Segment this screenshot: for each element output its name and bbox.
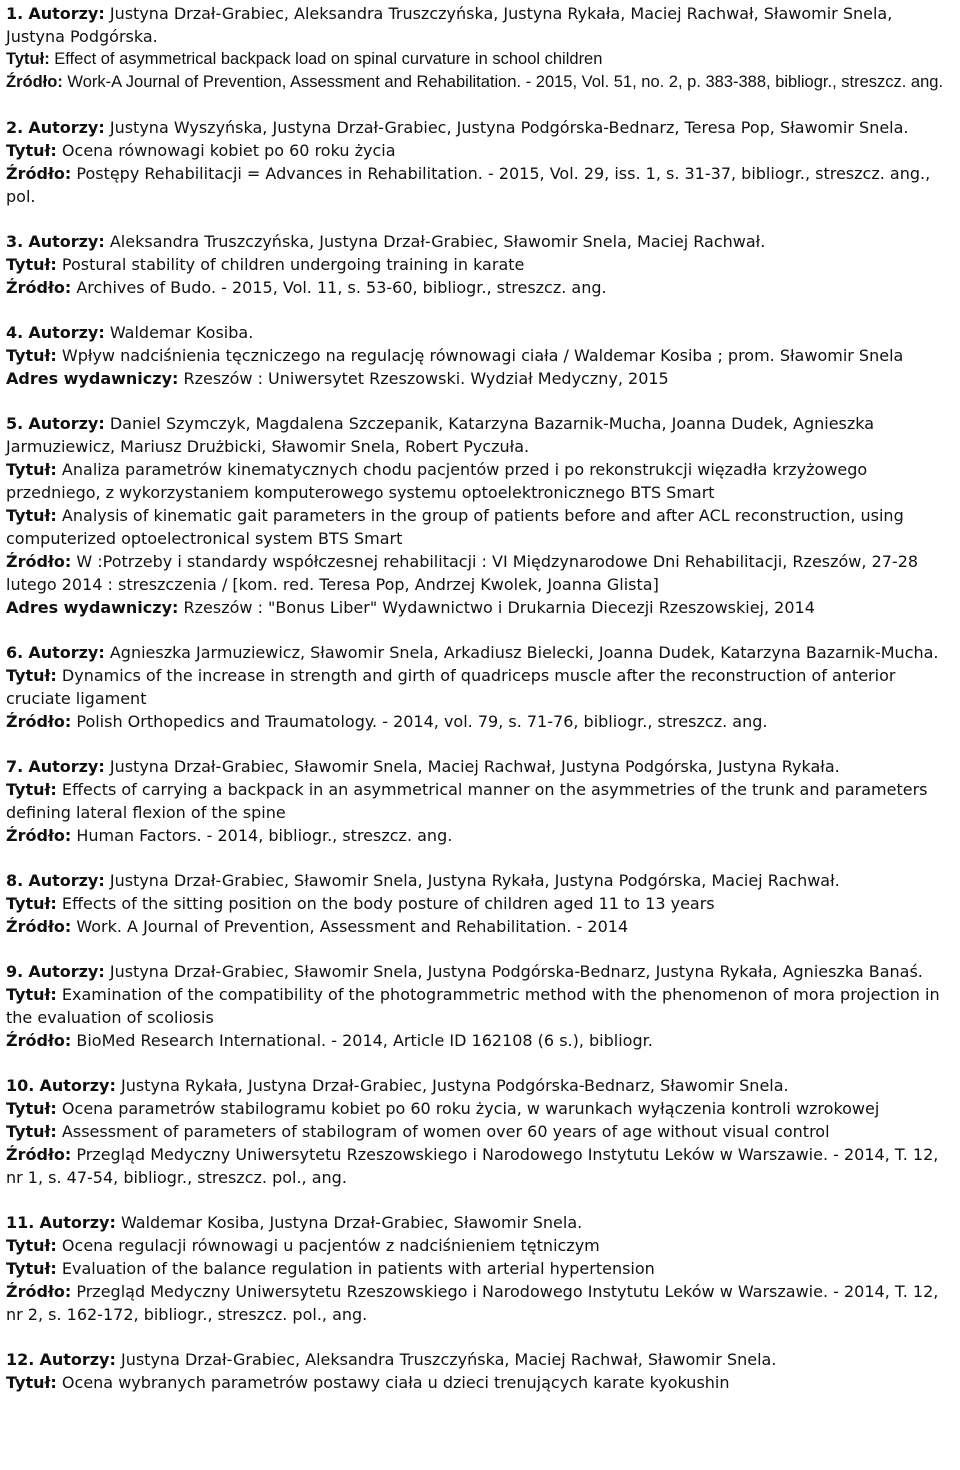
entry-publisher-line bbox=[6, 596, 956, 619]
entry-authors-line bbox=[6, 1348, 956, 1371]
field-value-publisher: Rzeszów : Uniwersytet Rzeszowski. Wydział Medyczny, 2015 bbox=[183, 369, 669, 388]
field-value-authors: Waldemar Kosiba. bbox=[109, 323, 254, 342]
entry-title-line bbox=[6, 1234, 956, 1257]
field-value-authors: Agnieszka Jarmuziewicz, Sławomir Snela, Arkadiusz Bielecki, Joanna Dudek, Katarzyna Bazarnik-Mucha. bbox=[109, 643, 939, 662]
entry-number: 2. bbox=[6, 118, 24, 137]
field-value-authors: Daniel Szymczyk, Magdalena Szczepanik, Katarzyna Bazarnik-Mucha, Joanna Dudek, Agnieszka Jarmuziewicz, Mariusz Drużbicki, Sławomir Snela, Robert Pyczuła. bbox=[6, 414, 875, 456]
bibliography-entry bbox=[6, 412, 956, 619]
field-value-title: Postural stability of children undergoing training in karate bbox=[61, 255, 525, 274]
entry-authors-line bbox=[6, 116, 956, 139]
field-label-authors: Autorzy: bbox=[28, 962, 105, 981]
field-label-source: Źródło: bbox=[6, 552, 72, 571]
entry-title-line bbox=[6, 504, 956, 550]
field-value-title: Assessment of parameters of stabilogram of women over 60 years of age without visual control bbox=[61, 1122, 830, 1141]
field-label-title: Tytuł: bbox=[6, 506, 57, 525]
entry-title-line bbox=[6, 1257, 956, 1280]
field-label-authors: Autorzy: bbox=[39, 1213, 116, 1232]
field-value-title: Dynamics of the increase in strength and girth of quadriceps muscle after the reconstruction of anterior cruciate ligament bbox=[6, 666, 896, 708]
entry-source-line bbox=[6, 550, 956, 596]
entry-authors-line bbox=[6, 321, 956, 344]
field-label-title: Tytuł: bbox=[6, 255, 57, 274]
field-value-source: Archives of Budo. - 2015, Vol. 11, s. 53-60, bibliogr., streszcz. ang. bbox=[76, 278, 607, 297]
bibliography-entry bbox=[6, 1074, 956, 1189]
bibliography-entry bbox=[6, 755, 956, 847]
field-label-authors: Autorzy: bbox=[28, 4, 105, 23]
field-value-title: Ocena równowagi kobiet po 60 roku życia bbox=[61, 141, 396, 160]
field-value-source: BioMed Research International. - 2014, Article ID 162108 (6 s.), bibliogr. bbox=[76, 1031, 653, 1050]
field-label-authors: Autorzy: bbox=[28, 643, 105, 662]
bibliography-entry bbox=[6, 321, 956, 390]
bibliography-entry bbox=[6, 641, 956, 733]
field-value-authors: Justyna Wyszyńska, Justyna Drzał-Grabiec, Justyna Podgórska-Bednarz, Teresa Pop, Sławomir Snela. bbox=[109, 118, 909, 137]
entry-authors-line bbox=[6, 412, 956, 458]
field-label-title: Tytuł: bbox=[6, 141, 57, 160]
field-value-title: Effects of carrying a backpack in an asymmetrical manner on the asymmetries of the trunk and parameters defining lateral flexion of the spine bbox=[6, 780, 928, 822]
field-label-title: Tytuł: bbox=[6, 1122, 57, 1141]
bibliography-entry bbox=[6, 1348, 956, 1394]
bibliography-entry bbox=[6, 869, 956, 938]
field-value-source: Postępy Rehabilitacji = Advances in Rehabilitation. - 2015, Vol. 29, iss. 1, s. 31-37, bibliogr., streszcz. ang., pol. bbox=[6, 164, 931, 206]
entry-source-line bbox=[6, 915, 956, 938]
field-value-source: Work-A Journal of Prevention, Assessment and Rehabilitation. - 2015, Vol. 51, no. 2, p. 383-388, bibliogr., streszcz. ang. bbox=[67, 73, 944, 91]
entry-authors-line bbox=[6, 1074, 956, 1097]
field-label-title: Tytuł: bbox=[6, 346, 57, 365]
field-value-title: Analysis of kinematic gait parameters in the group of patients before and after ACL reconstruction, using computerized optoelectronical system BTS Smart bbox=[6, 506, 904, 548]
field-label-title: Tytuł: bbox=[6, 780, 57, 799]
entry-publisher-line bbox=[6, 367, 956, 390]
field-value-title: Evaluation of the balance regulation in patients with arterial hypertension bbox=[61, 1259, 655, 1278]
bibliography-entry bbox=[6, 116, 956, 208]
field-value-title: Ocena parametrów stabilogramu kobiet po 60 roku życia, w warunkach wyłączenia kontroli wzrokowej bbox=[61, 1099, 880, 1118]
field-label-source: Źródło: bbox=[6, 917, 72, 936]
field-value-authors: Justyna Drzał-Grabiec, Aleksandra Truszczyńska, Maciej Rachwał, Sławomir Snela. bbox=[120, 1350, 777, 1369]
field-label-source: Źródło: bbox=[6, 712, 72, 731]
field-value-source: W :Potrzeby i standardy współczesnej rehabilitacji : VI Międzynarodowe Dni Rehabilitacji, Rzeszów, 27-28 lutego 2014 : streszczenia / [kom. red. Teresa Pop, Andrzej Kwolek, Joanna Glista] bbox=[6, 552, 919, 594]
field-label-authors: Autorzy: bbox=[28, 118, 105, 137]
field-label-authors: Autorzy: bbox=[28, 232, 105, 251]
field-label-authors: Autorzy: bbox=[28, 757, 105, 776]
field-value-title: Analiza parametrów kinematycznych chodu pacjentów przed i po rekonstrukcji więzadła krzyżowego przedniego, z wykorzystaniem komputerowego systemu optoelektronicznego BTS Smart bbox=[6, 460, 868, 502]
field-value-title: Ocena wybranych parametrów postawy ciała u dzieci trenujących karate kyokushin bbox=[61, 1373, 730, 1392]
field-value-authors: Aleksandra Truszczyńska, Justyna Drzał-Grabiec, Sławomir Snela, Maciej Rachwał. bbox=[109, 232, 766, 251]
entry-number: 11. bbox=[6, 1213, 35, 1232]
field-label-title: Tytuł: bbox=[6, 894, 57, 913]
entry-title-line bbox=[6, 139, 956, 162]
field-value-source: Przegląd Medyczny Uniwersytetu Rzeszowskiego i Narodowego Instytutu Leków w Warszawie. - 2014, T. 12, nr 2, s. 162-172, bibliogr., streszcz. pol., ang. bbox=[6, 1282, 939, 1324]
entry-authors-line bbox=[6, 869, 956, 892]
field-label-authors: Autorzy: bbox=[39, 1076, 116, 1095]
field-value-title: Ocena regulacji równowagi u pacjentów z nadciśnieniem tętniczym bbox=[61, 1236, 600, 1255]
field-label-title: Tytuł: bbox=[6, 460, 57, 479]
field-value-authors: Waldemar Kosiba, Justyna Drzał-Grabiec, Sławomir Snela. bbox=[120, 1213, 583, 1232]
entry-number: 8. bbox=[6, 871, 24, 890]
entry-authors-line bbox=[6, 960, 956, 983]
field-value-authors: Justyna Rykała, Justyna Drzał-Grabiec, Justyna Podgórska-Bednarz, Sławomir Snela. bbox=[120, 1076, 789, 1095]
field-label-source: Źródło: bbox=[6, 826, 72, 845]
entry-title-line bbox=[6, 458, 956, 504]
field-value-source: Polish Orthopedics and Traumatology. - 2014, vol. 79, s. 71-76, bibliogr., streszcz. ang. bbox=[76, 712, 768, 731]
entry-source-line bbox=[6, 162, 956, 208]
field-value-authors: Justyna Drzał-Grabiec, Sławomir Snela, Maciej Rachwał, Justyna Podgórska, Justyna Rykała. bbox=[109, 757, 840, 776]
entry-source-line bbox=[6, 276, 956, 299]
field-label-publisher: Adres wydawniczy: bbox=[6, 598, 179, 617]
bibliography-entry bbox=[6, 1211, 956, 1326]
field-label-source: Źródło: bbox=[6, 278, 72, 297]
field-value-title: Effects of the sitting position on the body posture of children aged 11 to 13 years bbox=[61, 894, 715, 913]
entry-title-line bbox=[6, 664, 956, 710]
entry-number: 5. bbox=[6, 414, 24, 433]
entry-number: 3. bbox=[6, 232, 24, 251]
entry-title-line bbox=[6, 253, 956, 276]
field-label-title: Tytuł: bbox=[6, 1259, 57, 1278]
entry-title-line bbox=[6, 1371, 956, 1394]
field-value-publisher: Rzeszów : "Bonus Liber" Wydawnictwo i Drukarnia Diecezji Rzeszowskiej, 2014 bbox=[183, 598, 815, 617]
entry-authors-line bbox=[6, 641, 956, 664]
entry-source-line bbox=[6, 1143, 956, 1189]
entry-number: 9. bbox=[6, 962, 24, 981]
entry-number: 7. bbox=[6, 757, 24, 776]
entry-authors-line bbox=[6, 755, 956, 778]
field-value-authors: Justyna Drzał-Grabiec, Aleksandra Truszczyńska, Justyna Rykała, Maciej Rachwał, Sławomir Snela, Justyna Podgórska. bbox=[6, 4, 893, 46]
field-label-title: Tytuł: bbox=[6, 50, 50, 68]
entry-title-line bbox=[6, 48, 956, 71]
field-label-source: Źródło: bbox=[6, 1145, 72, 1164]
field-label-authors: Autorzy: bbox=[39, 1350, 116, 1369]
field-value-authors: Justyna Drzał-Grabiec, Sławomir Snela, Justyna Podgórska-Bednarz, Justyna Rykała, Agnieszka Banaś. bbox=[109, 962, 923, 981]
entry-source-line bbox=[6, 1280, 956, 1326]
field-label-title: Tytuł: bbox=[6, 985, 57, 1004]
entry-title-line bbox=[6, 892, 956, 915]
field-value-authors: Justyna Drzał-Grabiec, Sławomir Snela, Justyna Rykała, Justyna Podgórska, Maciej Rachwał. bbox=[109, 871, 840, 890]
field-label-source: Źródło: bbox=[6, 1282, 72, 1301]
entry-number: 4. bbox=[6, 323, 24, 342]
entry-source-line bbox=[6, 1029, 956, 1052]
field-label-authors: Autorzy: bbox=[28, 323, 105, 342]
field-value-source: Przegląd Medyczny Uniwersytetu Rzeszowskiego i Narodowego Instytutu Leków w Warszawie. - 2014, T. 12, nr 1, s. 47-54, bibliogr., streszcz. pol., ang. bbox=[6, 1145, 939, 1187]
field-value-source: Human Factors. - 2014, bibliogr., streszcz. ang. bbox=[76, 826, 453, 845]
entry-number: 12. bbox=[6, 1350, 35, 1369]
entry-title-line bbox=[6, 1120, 956, 1143]
field-label-title: Tytuł: bbox=[6, 1236, 57, 1255]
entry-title-line bbox=[6, 778, 956, 824]
entry-title-line bbox=[6, 344, 956, 367]
bibliography-entry bbox=[6, 230, 956, 299]
field-label-title: Tytuł: bbox=[6, 1373, 57, 1392]
field-label-source: Źródło: bbox=[6, 73, 63, 91]
entry-number: 10. bbox=[6, 1076, 35, 1095]
entry-authors-line bbox=[6, 2, 956, 48]
field-label-title: Tytuł: bbox=[6, 1099, 57, 1118]
entry-number: 6. bbox=[6, 643, 24, 662]
bibliography-entry bbox=[6, 2, 956, 94]
entry-source-line bbox=[6, 824, 956, 847]
entry-number: 1. bbox=[6, 4, 24, 23]
field-label-authors: Autorzy: bbox=[28, 871, 105, 890]
field-label-publisher: Adres wydawniczy: bbox=[6, 369, 179, 388]
field-label-source: Źródło: bbox=[6, 1031, 72, 1050]
entry-title-line bbox=[6, 983, 956, 1029]
entry-authors-line bbox=[6, 1211, 956, 1234]
entry-source-line bbox=[6, 71, 956, 94]
field-label-authors: Autorzy: bbox=[28, 414, 105, 433]
field-value-title: Wpływ nadciśnienia tęczniczego na regulację równowagi ciała / Waldemar Kosiba ; prom. Sławomir Snela bbox=[61, 346, 904, 365]
entry-source-line bbox=[6, 710, 956, 733]
field-label-title: Tytuł: bbox=[6, 666, 57, 685]
field-label-source: Źródło: bbox=[6, 164, 72, 183]
field-value-source: Work. A Journal of Prevention, Assessment and Rehabilitation. - 2014 bbox=[76, 917, 629, 936]
entry-title-line bbox=[6, 1097, 956, 1120]
field-value-title: Examination of the compatibility of the photogrammetric method with the phenomenon of mora projection in the evaluation of scoliosis bbox=[6, 985, 940, 1027]
bibliography-entry bbox=[6, 960, 956, 1052]
field-value-title: Effect of asymmetrical backpack load on spinal curvature in school children bbox=[54, 50, 603, 68]
entry-authors-line bbox=[6, 230, 956, 253]
